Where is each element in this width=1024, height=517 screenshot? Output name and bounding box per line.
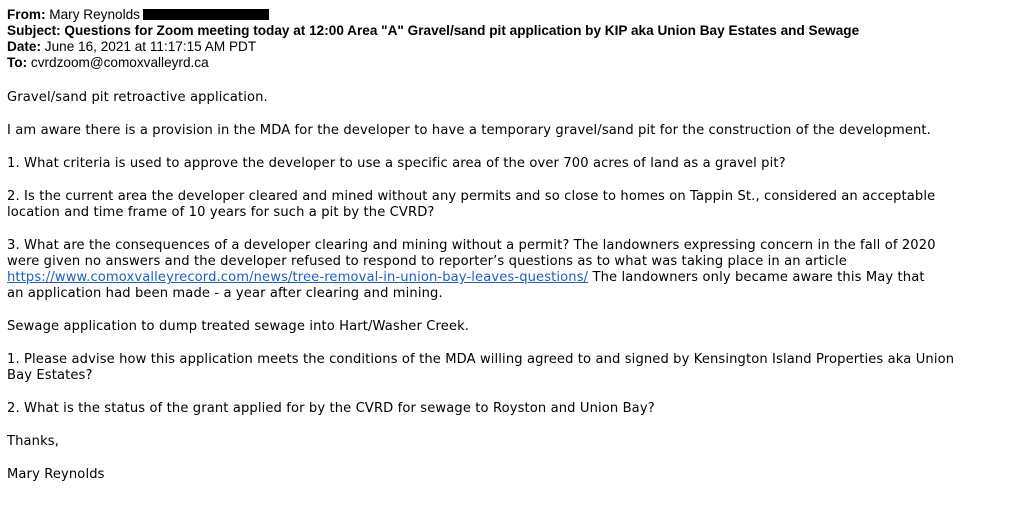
to-value: cvrdzoom@comoxvalleyrd.ca xyxy=(30,55,209,70)
paragraph-provision: I am aware there is a provision in the MDA for the developer to have a temporary gravel/sand pit for the construction of the development. xyxy=(7,123,931,138)
paragraph-thanks: Thanks, xyxy=(7,434,60,449)
paragraph-intro: Gravel/sand pit retroactive application. xyxy=(7,90,268,105)
email-body xyxy=(7,90,1019,500)
question-2-line-2: location and time frame of 10 years for such a pit by the CVRD? xyxy=(7,205,435,220)
paragraph-sewage-question-2: 2. What is the status of the grant applied for by the CVRD for sewage to Royston and Union Bay? xyxy=(7,401,655,416)
date-value: June 16, 2021 at 11:17:15 AM PDT xyxy=(44,39,257,54)
question-3-line-1: 3. What are the consequences of a developer clearing and mining without a permit? The landowners expressing concern in the fall of 2020 xyxy=(7,238,936,253)
from-value: Mary Reynolds xyxy=(49,7,140,22)
subject-label: Subject: xyxy=(7,23,61,38)
paragraph-question-2 xyxy=(7,189,1019,221)
sewage-question-1-line-1: 1. Please advise how this application meets the conditions of the MDA willing agreed to and signed by Kensington Island Properties aka Union xyxy=(7,352,955,367)
to-row xyxy=(7,55,859,71)
question-2-line-1: 2. Is the current area the developer cleared and mined without any permits and so close to homes on Tappin St., considered an acceptable xyxy=(7,189,936,204)
paragraph-sewage-question-1 xyxy=(7,352,1019,384)
date-label: Date: xyxy=(7,39,41,54)
question-3-line-2: were given no answers and the developer refused to respond to reporter’s questions as to what was taking place in an article xyxy=(7,254,847,269)
sewage-question-1-line-2: Bay Estates? xyxy=(7,368,93,383)
date-row xyxy=(7,39,859,55)
subject-row xyxy=(7,23,859,39)
paragraph-sewage-intro: Sewage application to dump treated sewage into Hart/Washer Creek. xyxy=(7,319,470,334)
to-label: To: xyxy=(7,55,28,70)
email-header xyxy=(7,7,859,71)
question-3-line-4: an application had been made - a year after clearing and mining. xyxy=(7,286,443,301)
subject-value: Questions for Zoom meeting today at 12:00 Area "A" Gravel/sand pit application by KIP aka Union Bay Estates and Sewage xyxy=(64,23,860,38)
paragraph-signature: Mary Reynolds xyxy=(7,467,105,482)
from-label: From: xyxy=(7,7,46,22)
from-row xyxy=(7,7,859,23)
paragraph-question-1: 1. What criteria is used to approve the developer to use a specific area of the over 700 acres of land as a gravel pit? xyxy=(7,156,786,171)
paragraph-question-3 xyxy=(7,238,1019,302)
question-3-after-link: The landowners only became aware this May that xyxy=(588,270,925,285)
article-link[interactable]: https://www.comoxvalleyrecord.com/news/tree-removal-in-union-bay-leaves-questions/ xyxy=(7,270,589,285)
redaction-bar xyxy=(143,9,269,20)
